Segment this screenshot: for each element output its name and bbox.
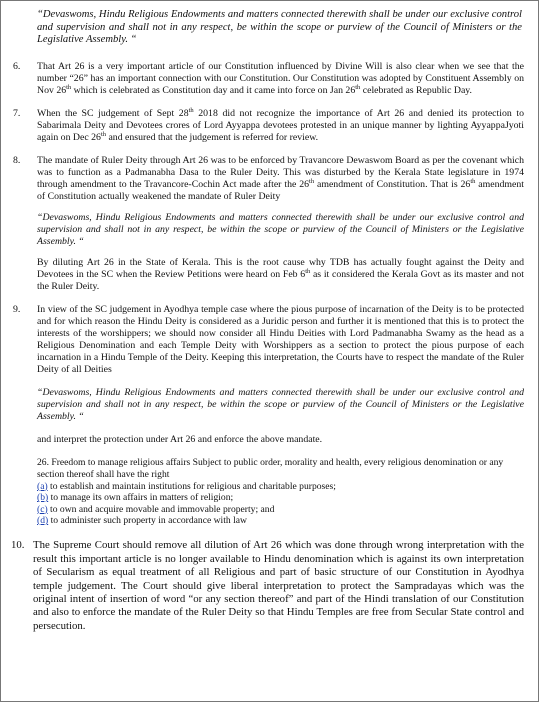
point-9-text: In view of the SC judgement in Ayodhya temple case where the pious purpose of incarnation of the Deity is to be protected and for which reason the Hindu Deity is considered as a Juridic person and further it is mentioned that this is to protect the interests of the worshippers; we should now consider all Hindu Deities with Lord Padmanabha Swamy as the head as a Religious Denomination and each Temple Deity with Worshippers as a section to protect the pious purpose of each incarnation in a Hindu Temple of the Deity. Keeping this interpretation, the Courts have to respect the mandate of the Ruler Deity of all Deities — [37, 303, 524, 375]
point-6 — [11, 61, 528, 97]
point-9-quote: “Devaswoms, Hindu Religious Endowments and matters connected therewith shall be under our exclusive control and supervision and shall not in any respect, be within the scope or purview of the Council of Ministers or the Legislative Assembly. “ — [37, 386, 524, 422]
point-number: 8. — [13, 154, 21, 166]
clause-c: (c) to own and acquire movable and immovable property; and — [37, 503, 275, 515]
clause-c-link[interactable]: (c) — [37, 503, 48, 515]
clause-b: (b) to manage its own affairs in matters of religion; — [37, 492, 234, 504]
article-26-clauses — [37, 481, 524, 527]
point-8-quote: “Devaswoms, Hindu Religious Endowments and matters connected therewith shall be under our exclusive control and supervision and shall not in any respect, be within the scope or purview of the Council of Ministers or the Legislative Assembly. “ — [37, 211, 524, 247]
point-7 — [11, 108, 528, 144]
opening-quote: “Devaswoms, Hindu Religious Endowments and matters connected therewith shall be under our exclusive control and supervision and shall not in any respect, be within the scope or purview of the Council of Ministers or the Legislative Assembly. “ — [37, 9, 522, 46]
point-number: 7. — [13, 107, 21, 119]
clause-d: (d) to administer such property in accordance with law — [37, 515, 247, 526]
point-number: 6. — [13, 60, 21, 72]
clause-d-link[interactable]: (d) — [37, 515, 49, 526]
point-10-text: The Supreme Court should remove all dilution of Art 26 which was done through wrong interpretation with the result this important article is no longer available to Hindu denomination which is against its own interpretation of Secularism as equal treatment of all Religious and part of basic structure of our Constitution in Ayodhya temple judgement. The Court should give liberal interpretation to protect the Sampradayas which was the original intent of insertion of word “or any section thereof” and part of the Hindi translation of our Constitution and also to enforce the mandate of the Ruler Deity so that Hindu Temples are free from Secular State control and persecution. — [33, 539, 524, 632]
point-8-text: The mandate of Ruler Deity through Art 26 was to be enforced by Travancore Dewaswom Board as per the covenant which was to function as a Padmanabha Dasa to the Ruler Deity. This was disturbed by the Kerala State legislature in 1974 through amendment to the Travancore-Cochin Act made after the 26th amendment of Constitution. That is 26th amendment of Constitution actually weakened the mandate of Ruler Deity — [37, 154, 524, 202]
article-26-intro: 26. Freedom to manage religious affairs Subject to public order, morality and health, every religious denomination or any section thereof shall have the right — [37, 456, 504, 480]
point-number: 9. — [13, 303, 21, 315]
point-8-followup: By diluting Art 26 in the State of Kerala. This is the root cause why TDB has actually fought against the Deity and Devotees in the SC when the Review Petitions were heard on Feb 6th as it considered the Kerala Govt as its master and not the Ruler Deity. — [37, 256, 525, 292]
point-9 — [11, 304, 528, 527]
point-7-text: When the SC judgement of Sept 28th 2018 did not recognize the importance of Art 26 and denied its protection to Sabarimala Deity and Devotees crores of Lord Ayyappa devotees protested in an unique manner by lighting AyyappaJyoti again on Dec 26th and ensured that the judgement is referred for review. — [37, 106, 524, 143]
clause-a: (a) to establish and maintain institutions for religious and charitable purposes; — [37, 480, 336, 492]
point-10 — [11, 539, 528, 633]
clause-b-link[interactable]: (b) — [37, 492, 49, 504]
clause-a-link[interactable]: (a) — [37, 480, 48, 492]
point-6-text: That Art 26 is a very important article of our Constitution influenced by Divine Will is also clear when we see that the number “26” has an important connection with our Constitution. Our Constitution was adopted by Constituent Assembly on Nov 26th which is celebrated as Constitution day and it came into force on Jan 26th celebrated as Republic Day. — [37, 60, 524, 96]
point-9-followup: and interpret the protection under Art 26 and enforce the above mandate. — [37, 433, 323, 445]
point-8 — [11, 155, 528, 293]
point-number: 10. — [11, 539, 25, 552]
